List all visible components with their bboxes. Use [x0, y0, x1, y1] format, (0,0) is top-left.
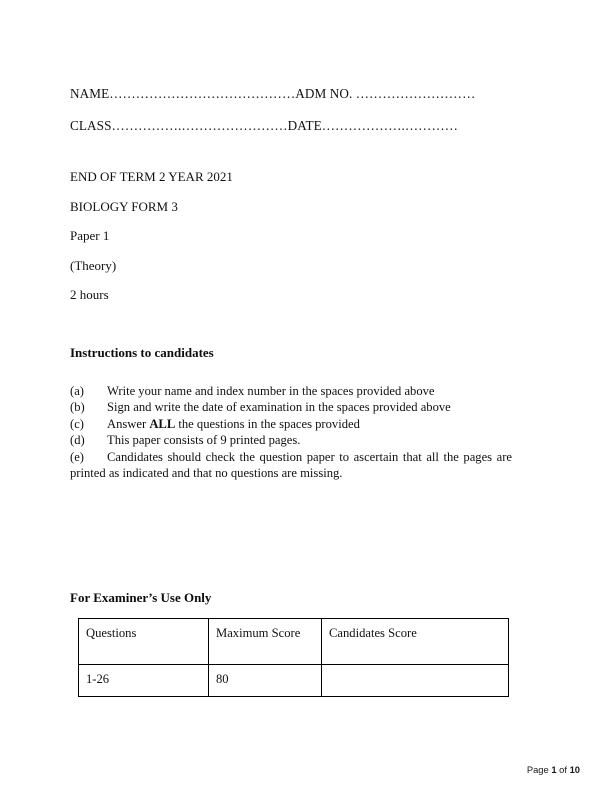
instruction-item-c — [70, 416, 512, 432]
instruction-item-e — [70, 449, 512, 482]
footer-current-page: 1 — [551, 764, 557, 775]
instruction-text-b: Sign and write the date of examination in the spaces provided above — [107, 400, 451, 415]
exam-meta-block — [70, 170, 510, 318]
instruction-item-b — [70, 399, 512, 415]
class-field-line: CLASS…………….……………………DATE……………….………… — [70, 118, 459, 133]
instruction-label-b: (b) — [70, 400, 85, 415]
instruction-text-d: This paper consists of 9 printed pages. — [107, 433, 301, 448]
candidate-identity-block — [70, 86, 518, 150]
instructions-heading: Instructions to candidates — [70, 345, 214, 360]
instruction-text-a: Write your name and index number in the spaces provided above — [107, 384, 435, 398]
page-footer — [527, 764, 580, 775]
instruction-text-c-before: Answer — [107, 416, 150, 431]
instruction-text-e: Candidates should check the question paper to ascertain that all the pages are printed as indicated and that no questions are missing. — [70, 449, 512, 481]
table-cell-maximum-score: 80 — [209, 665, 322, 697]
examiner-score-table — [78, 618, 509, 697]
footer-total-pages: 10 — [569, 764, 580, 775]
exam-paper: Paper 1 — [70, 228, 110, 243]
instruction-label-c: (c) — [70, 416, 84, 431]
exam-term: END OF TERM 2 YEAR 2021 — [70, 169, 233, 184]
table-header-questions: Questions — [79, 619, 209, 665]
exam-duration: 2 hours — [70, 287, 109, 302]
table-row — [79, 665, 509, 697]
table-cell-questions: 1-26 — [79, 665, 209, 697]
footer-prefix: Page — [526, 764, 552, 775]
instruction-item-a — [70, 383, 512, 399]
instruction-text-c-emphasis: ALL — [149, 416, 176, 431]
examiner-section-heading: For Examiner’s Use Only — [70, 590, 212, 605]
instruction-item-e-paragraph — [70, 449, 512, 482]
instruction-label-e: (e) — [70, 449, 84, 464]
exam-type: (Theory) — [70, 257, 117, 273]
table-header-row — [79, 619, 509, 665]
footer-middle: of — [556, 764, 570, 775]
instruction-label-a: (a) — [70, 384, 84, 398]
name-field-line: NAME……………………………………ADM NO. ……………………… — [70, 86, 476, 101]
table-header-candidates-score: Candidates Score — [322, 619, 509, 665]
instruction-item-d — [70, 432, 512, 448]
instructions-block — [70, 345, 512, 481]
instruction-text-c-after: the questions in the spaces provided — [175, 416, 360, 431]
instruction-label-d: (d) — [70, 433, 85, 448]
table-header-maximum-score: Maximum Score — [209, 619, 322, 665]
exam-subject: BIOLOGY FORM 3 — [70, 198, 178, 214]
instruction-text-c — [107, 416, 512, 432]
table-cell-candidates-score — [322, 665, 509, 697]
